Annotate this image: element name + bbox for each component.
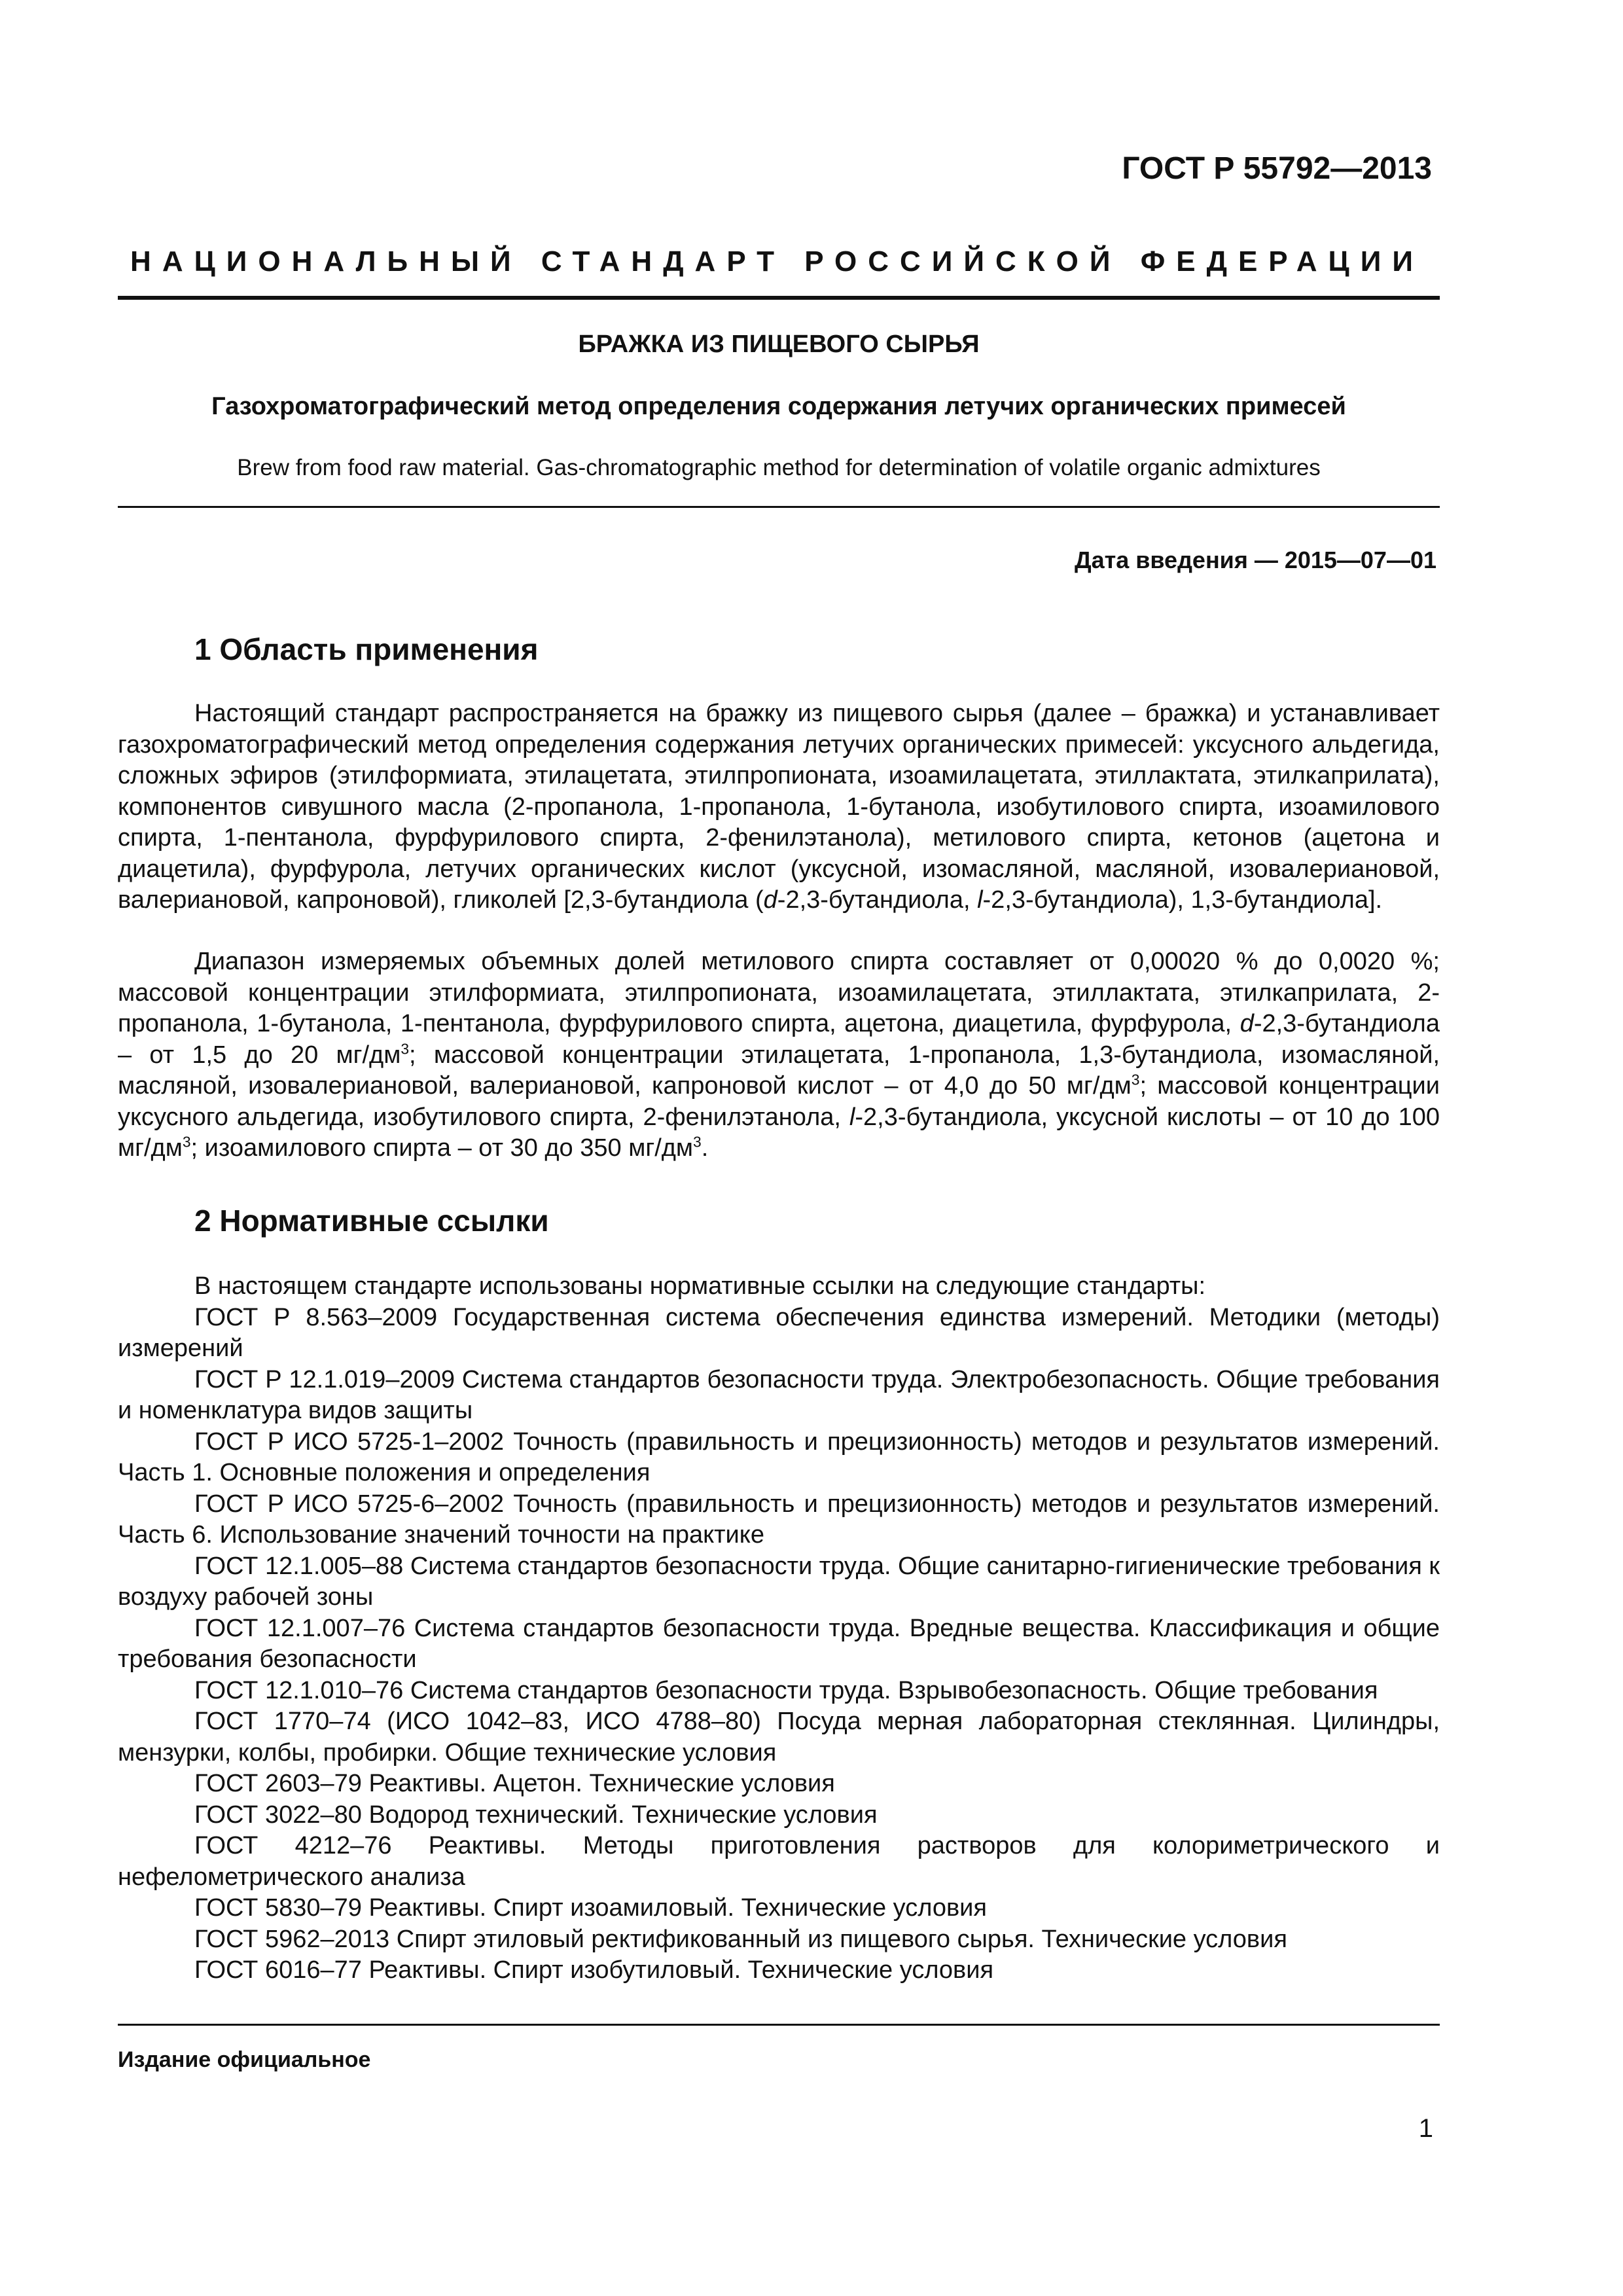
page-number: 1 <box>1418 2114 1433 2143</box>
title-divider <box>118 506 1440 508</box>
reference-item: ГОСТ 12.1.005–88 Система стандартов безопасности труда. Общие санитарно-гигиенические требования к воздуху рабочей зоны <box>118 1552 1440 1611</box>
reference-item: ГОСТ 5962–2013 Спирт этиловый ректификованный из пищевого сырья. Технические условия <box>194 1925 1287 1953</box>
introduction-date: Дата введения — 2015—07—01 <box>1074 547 1436 573</box>
national-standard-banner: НАЦИОНАЛЬНЫЙ СТАНДАРТ РОССИЙСКОЙ ФЕДЕРАЦИИ <box>130 245 1424 278</box>
document-title-english: Brew from food raw material. Gas-chromatographic method for determination of volatile organic admixtures <box>237 455 1321 480</box>
header-divider <box>118 296 1440 300</box>
reference-item: ГОСТ 5830–79 Реактивы. Спирт изоамиловый. Технические условия <box>194 1894 987 1922</box>
document-title: БРАЖКА ИЗ ПИЩЕВОГО СЫРЬЯ <box>578 331 980 358</box>
reference-item: ГОСТ 1770–74 (ИСО 1042–83, ИСО 4788–80) Посуда мерная лабораторная стеклянная. Цилиндры, мензурки, колбы, пробирки. Общие технические условия <box>118 1708 1440 1767</box>
references-intro: В настоящем стандарте использованы нормативные ссылки на следующие стандарты: <box>194 1272 1206 1300</box>
document-subtitle: Газохроматографический метод определения содержания летучих органических примесей <box>211 393 1346 420</box>
section-2-heading: 2 Нормативные ссылки <box>194 1204 549 1238</box>
footer-divider <box>118 2024 1440 2026</box>
document-id: ГОСТ Р 55792—2013 <box>1122 151 1432 186</box>
reference-item: ГОСТ 12.1.010–76 Система стандартов безопасности труда. Взрывобезопасность. Общие требования <box>194 1676 1378 1704</box>
reference-item: ГОСТ 12.1.007–76 Система стандартов безопасности труда. Вредные вещества. Классификация и общие требования безопасности <box>118 1614 1440 1673</box>
normative-references <box>118 1271 1440 1986</box>
reference-item: ГОСТ Р ИСО 5725-1–2002 Точность (правильность и прецизионность) методов и результатов измерений. Часть 1. Основные положения и определения <box>118 1427 1440 1486</box>
scope-paragraph-2: Диапазон измеряемых объемных долей метилового спирта составляет от 0,00020 % до 0,0020 %; массовой концентрации этилформиата, этилпропионата, изоамилацетата, этиллактата, этилкаприлата, 2-пропанола, 1-бутанола, 1-пентанола, фурфурилового спирта, ацетона, диацетила, фурфурола, d-2,3-бутандиола – от 1,5 до 20 $мг/дм^3$; массовой концентрации этилацетата, 1-пропанола, 1,3-бутандиола, изомасляной, масляной, изовалериановой, валериановой, капроновой кислот – от 4,0 до 50 $мг/дм^3$; массовой концентрации уксусного альдегида, изобутилового спирта, 2-фенилэтанола, l-2,3-бутандиола, уксусной кислоты – от 10 до 100 $мг/дм^3$; изоамилового спирта – от 30 до 350 $мг/дм^3$. <box>118 948 1440 1162</box>
reference-item: ГОСТ 3022–80 Водород технический. Технические условия <box>194 1801 878 1829</box>
reference-item: ГОСТ 2603–79 Реактивы. Ацетон. Технические условия <box>194 1770 835 1797</box>
reference-item: ГОСТ Р ИСО 5725-6–2002 Точность (правильность и прецизионность) методов и результатов измерений. Часть 6. Использование значений точности на практике <box>118 1490 1440 1549</box>
official-edition-label: Издание официальное <box>118 2047 371 2072</box>
scope-paragraph-1: Настоящий стандарт распространяется на бражку из пищевого сырья (далее – бражка) и устанавливает газохроматографический метод определения содержания летучих органических примесей: уксусного альдегида, сложных эфиров (этилформиата, этилацетата, этилпропионата, изоамилацетата, этиллактата, этилкаприлата), компонентов сивушного масла (2-пропанола, 1-пропанола, 1-бутанола, изобутилового спирта, изоамилового спирта, 1-пентанола, фурфурилового спирта, 2-фенилэтанола), метилового спирта, кетонов (ацетона и диацетила), фурфурола, летучих органических кислот (уксусной, изомасляной, масляной, изовалериановой, валериановой, капроновой), гликолей [2,3-бутандиола (d-2,3-бутандиола, l-2,3-бутандиола), 1,3-бутандиола]. <box>118 700 1440 914</box>
section-1-heading: 1 Область применения <box>194 632 539 666</box>
reference-item: ГОСТ 4212–76 Реактивы. Методы приготовления растворов для колориметрического и нефелометрического анализа <box>118 1832 1440 1891</box>
reference-item: ГОСТ Р 8.563–2009 Государственная система обеспечения единства измерений. Методики (методы) измерений <box>118 1303 1440 1362</box>
reference-item: ГОСТ 6016–77 Реактивы. Спирт изобутиловый. Технические условия <box>194 1956 994 1984</box>
reference-item: ГОСТ Р 12.1.019–2009 Система стандартов безопасности труда. Электробезопасность. Общие требования и номенклатура видов защиты <box>118 1365 1440 1424</box>
